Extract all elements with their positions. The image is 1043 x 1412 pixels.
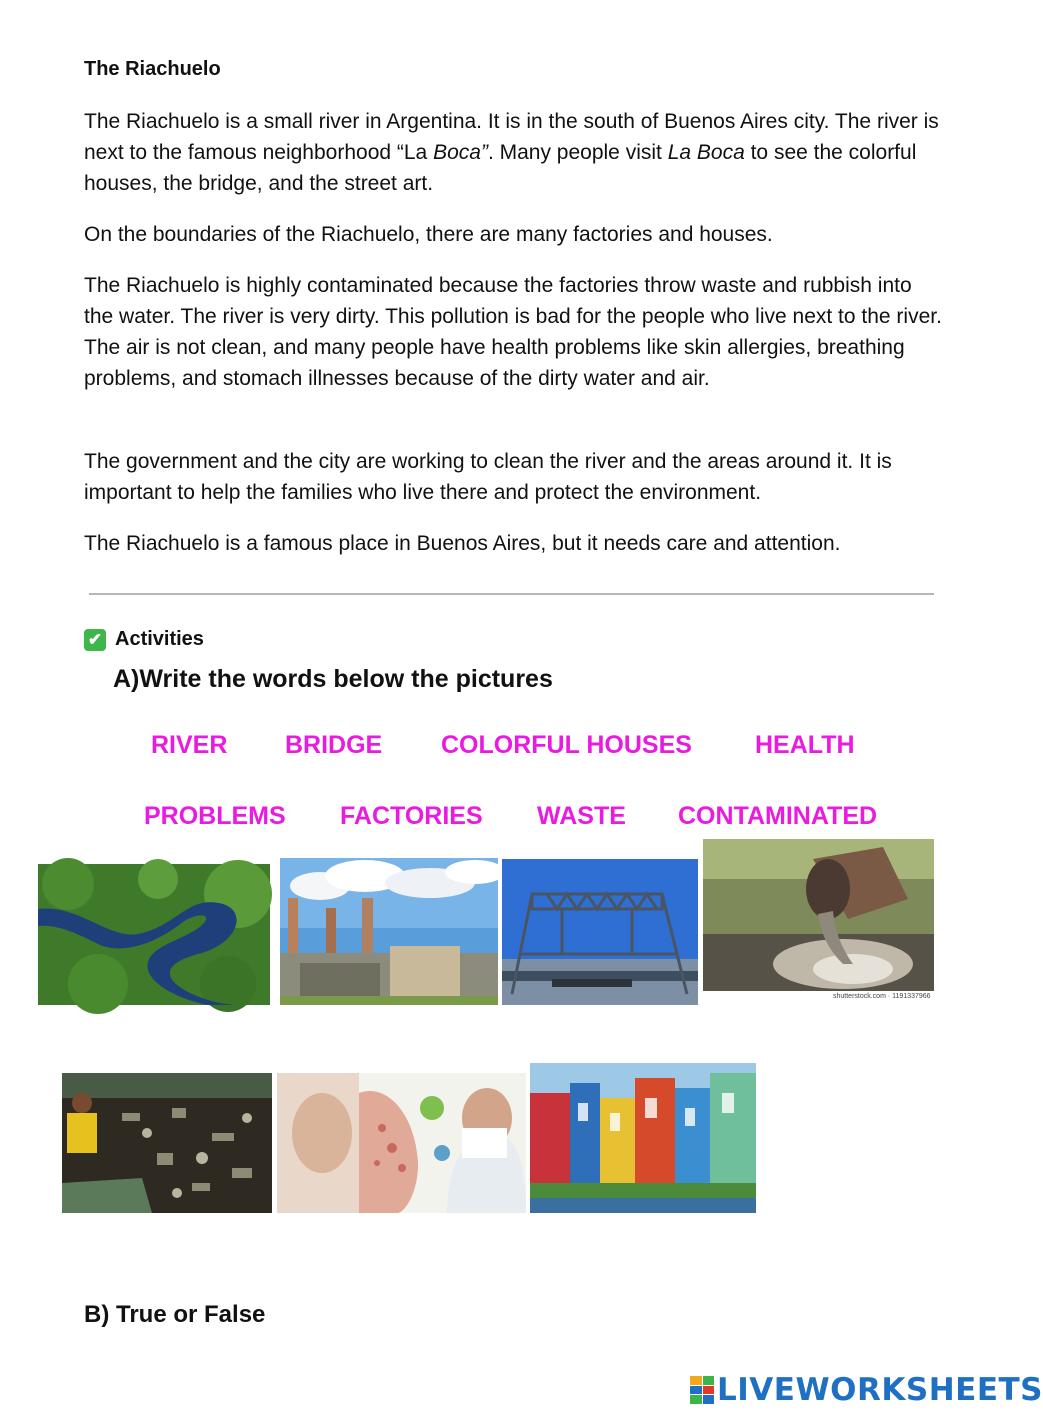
paragraph-intro (84, 106, 944, 199)
photo-caption: shutterstock.com · 1191337966 (833, 993, 931, 1000)
liveworksheets-logo (690, 1372, 1043, 1408)
word-contaminated: CONTAMINATED (678, 802, 878, 830)
paragraph-government: The government and the city are working to clean the river and the areas around it. It is important to help the families who live there and protect the environment. (84, 450, 892, 504)
paragraph-boundaries: On the boundaries of the Riachuelo, there are many factories and houses. (84, 223, 773, 246)
paragraph-intro-italic-1: Boca” (433, 141, 488, 164)
section-a-heading: A)Write the words below the pictures (113, 665, 553, 693)
word-factories: FACTORIES (340, 802, 483, 830)
check-icon: ✔ (84, 629, 106, 651)
word-river: RIVER (151, 731, 228, 759)
activities-label: Activities (115, 628, 204, 650)
health-problems-photo (277, 1073, 526, 1213)
word-problems: PROBLEMS (144, 802, 286, 830)
logo-icon (690, 1376, 714, 1404)
paragraph-contamination: The Riachuelo is highly contaminated because the factories throw waste and rubbish into the water. The river is very dirty. This pollution is bad for the people who live next to the river. The air is not clean, and many people have health problems like skin allergies, breathing problems, and stomach illnesses because of the dirty water and air. (84, 274, 942, 390)
word-health: HEALTH (755, 731, 855, 759)
paragraph-intro-text-2: . Many people visit (487, 141, 668, 164)
section-divider (89, 593, 934, 595)
factory-photo (280, 858, 498, 1005)
bridge-photo (502, 859, 698, 1005)
paragraph-intro-italic-2: La Boca (667, 141, 745, 164)
paragraph-intro-text-1: The Riachuelo is a small river in Argentina. It is in the south of Buenos Aires city. The river is next to the famous neighborhood “La (84, 110, 939, 164)
colorful-houses-photo (530, 1063, 756, 1213)
polluted-river-photo (62, 1073, 272, 1213)
activities-heading (84, 628, 204, 651)
section-b-heading: B) True or False (84, 1301, 266, 1328)
logo-text: LIVEWORKSHEETS (717, 1372, 1043, 1408)
river-photo (38, 864, 270, 1005)
word-bridge: BRIDGE (285, 731, 383, 759)
word-waste: WASTE (537, 802, 626, 830)
paragraph-intro-text-3: to see the colorful houses, the bridge, and the street art. (84, 141, 917, 195)
paragraph-conclusion: The Riachuelo is a famous place in Buenos Aires, but it needs care and attention. (84, 532, 841, 555)
word-colorful-houses: COLORFUL HOUSES (441, 731, 692, 759)
document-title: The Riachuelo (84, 58, 221, 80)
waste-pipe-photo (703, 839, 934, 1005)
